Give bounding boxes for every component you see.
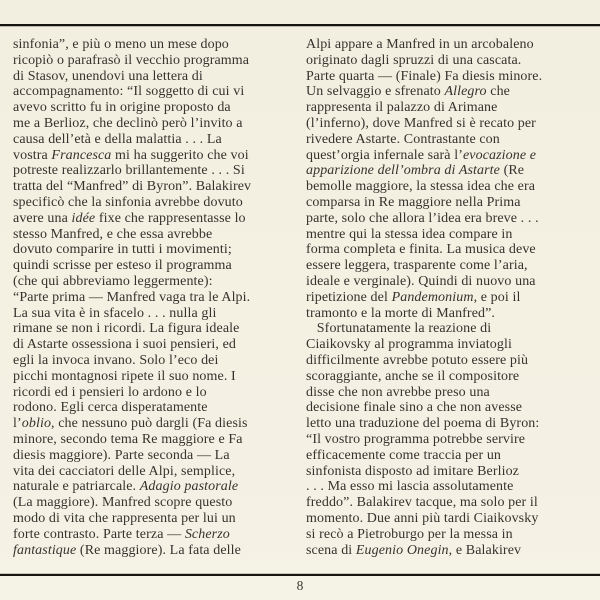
body-text: avevo scritto fu in origine proposto da [13,100,231,116]
text-line [13,211,297,227]
body-text: decisione finale sino a che non avesse [306,400,523,416]
text-line [306,495,590,511]
body-text: sinfonista disposto ad imitare Berlioz [306,463,519,479]
italic-text: Francesca [51,147,112,163]
body-text: Sfortunatamente la reazione di [306,321,492,337]
text-line [13,416,297,432]
body-text: quest’orgia infernale sarà l’ [306,147,463,163]
text-line [13,227,297,243]
text-line [13,432,297,448]
italic-text: oblio [21,416,52,432]
body-text: momento. Due anni più tardi Ciaikovsky [306,510,539,526]
text-line [306,543,590,559]
text-line [13,84,297,100]
body-text: freddo”. Balakirev tacque, ma solo per il [306,495,538,511]
body-text: difficilmente avrebbe potuto essere più [306,352,529,368]
text-line [13,400,297,416]
body-text: ideale e verginale). Quindi di nuovo una [306,273,536,289]
body-text: diesis maggiore). Parte seconda — La [13,447,230,463]
body-text: (Re [499,163,525,179]
top-rule [0,24,600,26]
text-line [13,479,297,495]
text-line [306,163,590,179]
body-text: dovuto comparire in tutti i movimenti; [13,242,232,258]
body-text: me a Berlioz, che declinò però l’invito a [13,115,243,131]
body-text: . . . Ma esso mi lascia assolutamente [306,479,514,495]
body-text: di Astarte ossessiona i suoi pensieri, ed [13,337,237,353]
text-line [306,37,590,53]
text-line [306,479,590,495]
body-text: (l’inferno), dove Manfred si è recato per [306,115,536,131]
text-line [306,416,590,432]
body-text: Alpi appare a Manfred in un arcobaleno [306,37,534,52]
text-line [306,353,590,369]
body-text: scena di [306,542,356,558]
text-line [306,148,590,164]
body-text: letto una traduzione del poema di Byron: [306,416,540,432]
body-text: fixe che rappresentasse lo [95,210,246,226]
body-text: specificò che la sinfonia avrebbe dovuto [13,194,243,210]
italic-text: Eugenio Onegin [355,542,449,558]
body-text: rodono. Egli cerca disperatamente [13,400,208,416]
text-line [13,543,297,559]
text-line [306,195,590,211]
bottom-rule [0,574,600,576]
body-text: minore, secondo tema Re maggiore e Fa [13,431,243,447]
body-text: parte, solo che allora l’idea era breve . . . [306,210,539,226]
text-line [13,369,297,385]
body-text: causa dell’età e della malattia . . . La [13,131,222,147]
text-line [306,464,590,480]
body-text: si recò a Pietroburgo per la messa in [306,526,513,542]
text-line [13,274,297,290]
body-text: rappresenta il palazzo di Arimane [306,100,498,116]
body-text: tramonto e la morte di Manfred”. [306,305,496,321]
text-line [306,100,590,116]
text-line [306,448,590,464]
body-text: avere una [13,210,72,226]
text-line [13,495,297,511]
text-line [13,353,297,369]
italic-text: apparizione dell’ombra di Astarte [306,163,500,179]
body-text: mentre qui la stessa idea compare in [306,226,513,242]
text-line [306,306,590,322]
italic-text: idée [71,210,96,226]
body-text: efficacemente come traccia per un [306,447,502,463]
body-text: naturale e patriarcale. [13,479,140,495]
text-line [306,116,590,132]
text-line [13,385,297,401]
text-line [306,211,590,227]
body-text: forte contrasto. Parte terza — [13,526,185,542]
text-line [306,511,590,527]
body-text: che [486,84,510,100]
text-line [13,148,297,164]
body-text: , e Balakirev [448,542,522,558]
text-line [306,179,590,195]
body-text: ripetizione del [306,289,392,305]
text-line [13,242,297,258]
italic-text: Allegro [444,84,487,100]
body-text: essere leggera, trasparente come l’aria, [306,258,528,274]
text-line [306,290,590,306]
body-text: rimane se non i ricordi. La figura ideale [13,321,240,337]
body-text: stesso Manfred, e che essa avrebbe [13,226,213,242]
body-text: (Re maggiore). La fata delle [76,542,241,558]
body-text: picchi montagnosi ripete il suo nome. I [13,368,236,384]
body-text: l’ [13,416,22,432]
text-line [13,464,297,480]
text-line [306,432,590,448]
text-line [13,179,297,195]
text-line [306,527,590,543]
body-text: , che nessuno può dargli (Fa diesis [51,416,248,432]
italic-text: Adagio pastorale [139,479,239,495]
body-text: ricordi ed i pensieri lo ardono e lo [13,384,207,400]
body-text: vostra [13,147,52,163]
text-line [13,116,297,132]
text-line [13,321,297,337]
body-text: (La maggiore). Manfred scopre questo [13,495,233,511]
body-text: scoraggiante, anche se il compositore [306,368,520,384]
body-text: bemolle maggiore, la stessa idea che era [306,179,536,195]
body-text: potreste realizzarlo brillantemente . . . Si [13,163,245,179]
body-text: modo di vita che rappresenta per lui un [13,510,236,526]
body-text: forma completa e finita. La musica deve [306,242,536,258]
body-text: di Stasov, unendovi una lettera di [13,68,203,84]
body-text: accompagnamento: “Il soggetto di cui vi [13,84,245,100]
body-text: disse che non avrebbe preso una [306,384,490,400]
text-line [13,195,297,211]
text-line [306,84,590,100]
text-line [13,258,297,274]
right-column [306,37,590,558]
page-number: 8 [296,578,304,593]
body-text: sinfonia”, e più o meno un mese dopo [13,37,229,52]
text-line [306,385,590,401]
text-line [13,53,297,69]
body-text: “Il vostro programma potrebbe servire [306,431,526,447]
text-line [13,306,297,322]
body-text: “Parte prima — Manfred vaga tra le Alpi. [13,289,251,305]
text-line [13,337,297,353]
body-text: mi ha suggerito che voi [111,147,249,163]
text-line [306,242,590,258]
body-text: comparsa in Re maggiore nella Prima [306,194,521,210]
text-line [306,400,590,416]
text-line [306,258,590,274]
text-line [13,132,297,148]
body-text: egli la invoca invano. Solo l’eco dei [13,352,219,368]
body-text: tratta del “Manfred” di Byron”. Balakirev [13,179,252,195]
body-text: vita dei cacciatori delle Alpi, semplice, [13,463,236,479]
body-text: ricopiò o parafrasò il vecchio programma [13,52,250,68]
page-content [13,37,591,558]
body-text: Parte quarta — (Finale) Fa diesis minore. [306,68,543,84]
text-line [13,290,297,306]
text-line [13,100,297,116]
body-text: La sua vita è in sfacelo . . . nulla gli [13,305,217,321]
text-line [13,448,297,464]
body-text: Un selvaggio e sfrenato [306,84,445,100]
italic-text: Scherzo [184,526,230,542]
text-line [306,53,590,69]
body-text: , e poi il [473,289,521,305]
left-column [13,37,297,558]
text-line [306,321,590,337]
text-line [306,369,590,385]
body-text: rivedere Astarte. Contrastante con [306,131,500,147]
text-line [13,163,297,179]
text-line [13,511,297,527]
body-text: Ciaikovsky al programma inviatogli [306,337,512,353]
text-line [13,69,297,85]
text-line [306,69,590,85]
text-line [13,37,297,53]
text-line [306,132,590,148]
text-line [306,274,590,290]
text-line [13,527,297,543]
body-text: originato dagli spruzzi di una cascata. [306,52,522,68]
italic-text: Pandemonium [391,289,474,305]
body-text: quindi scrisse per esteso il programma [13,258,232,274]
italic-text: evocazione e [462,147,537,163]
text-line [306,337,590,353]
text-line [306,227,590,243]
italic-text: fantastique [13,542,77,558]
body-text: (che qui abbreviamo leggermente): [13,273,213,289]
